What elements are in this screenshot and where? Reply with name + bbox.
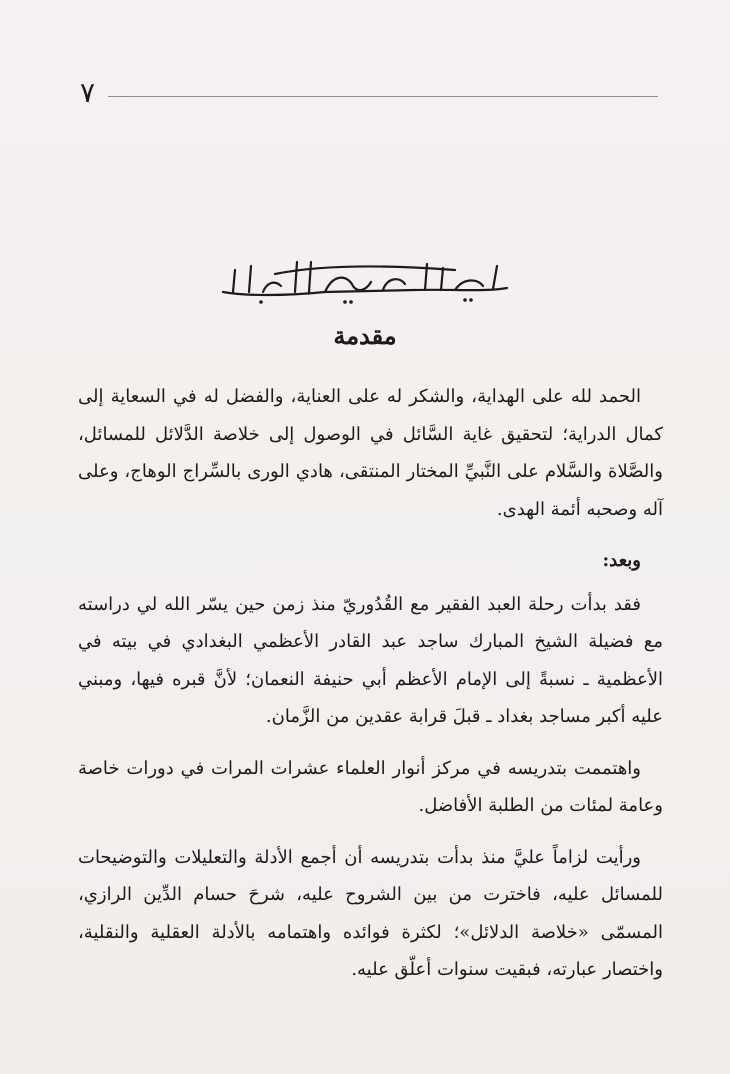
page-title: مقدمة: [333, 321, 397, 350]
paragraph-opening: الحمد لله على الهداية، والشكر له على العناية، والفضل له في السعاية إلى كمال الدراية؛ لتحقيق غاية السَّائل في الوصول إلى خلاصة الدَّلائل للمسائل، والصَّلاة والسَّلام على النَّبيِّ المختار المنتقى، هادي الورى بالسِّراج الوهاج، وعلى آله وصحبه أئمة الهدى.: [78, 386, 663, 520]
paragraph-journey: فقد بدأت رحلة العبد الفقير مع القُدُوريّ منذ زمن حين يسّر الله لي دراسته مع فضيلة الشيخ المبارك ساجد عبد القادر الأعظمي البغدادي في بيته في الأعظمية ـ نسبةً إلى الإمام الأعظم أبي حنيفة النعمان؛ لأنَّ قبره فيها، ومبني عليه أكبر مساجد بغداد ـ قبلَ قرابة عقدين من الزَّمان.: [78, 593, 663, 727]
page-number: ٧: [80, 76, 96, 109]
body-text: [78, 378, 663, 1003]
basmala-calligraphy: [215, 252, 515, 312]
header-rule: [108, 96, 658, 97]
paragraph-label: وبعد:: [602, 550, 641, 571]
paragraph-selection: ورأيت لزاماً عليَّ منذ بدأت بتدريسه أن أجمع الأدلة والتعليلات والتوضيحات للمسائل عليه، فاخترت من بين الشروح عليه، شرحَ حسام الدِّين الرازي، المسمّى «خلاصة الدلائل»؛ لكثرة فوائده واهتمامه بالأدلة العقلية والنقلية، واختصار عبارته، فبقيت سنوات أعلّق عليه.: [78, 846, 663, 980]
paragraph-teaching: واهتممت بتدريسه في مركز أنوار العلماء عشرات المرات في دورات خاصة وعامة لمئات من الطلبة الأفاضل.: [78, 757, 663, 816]
